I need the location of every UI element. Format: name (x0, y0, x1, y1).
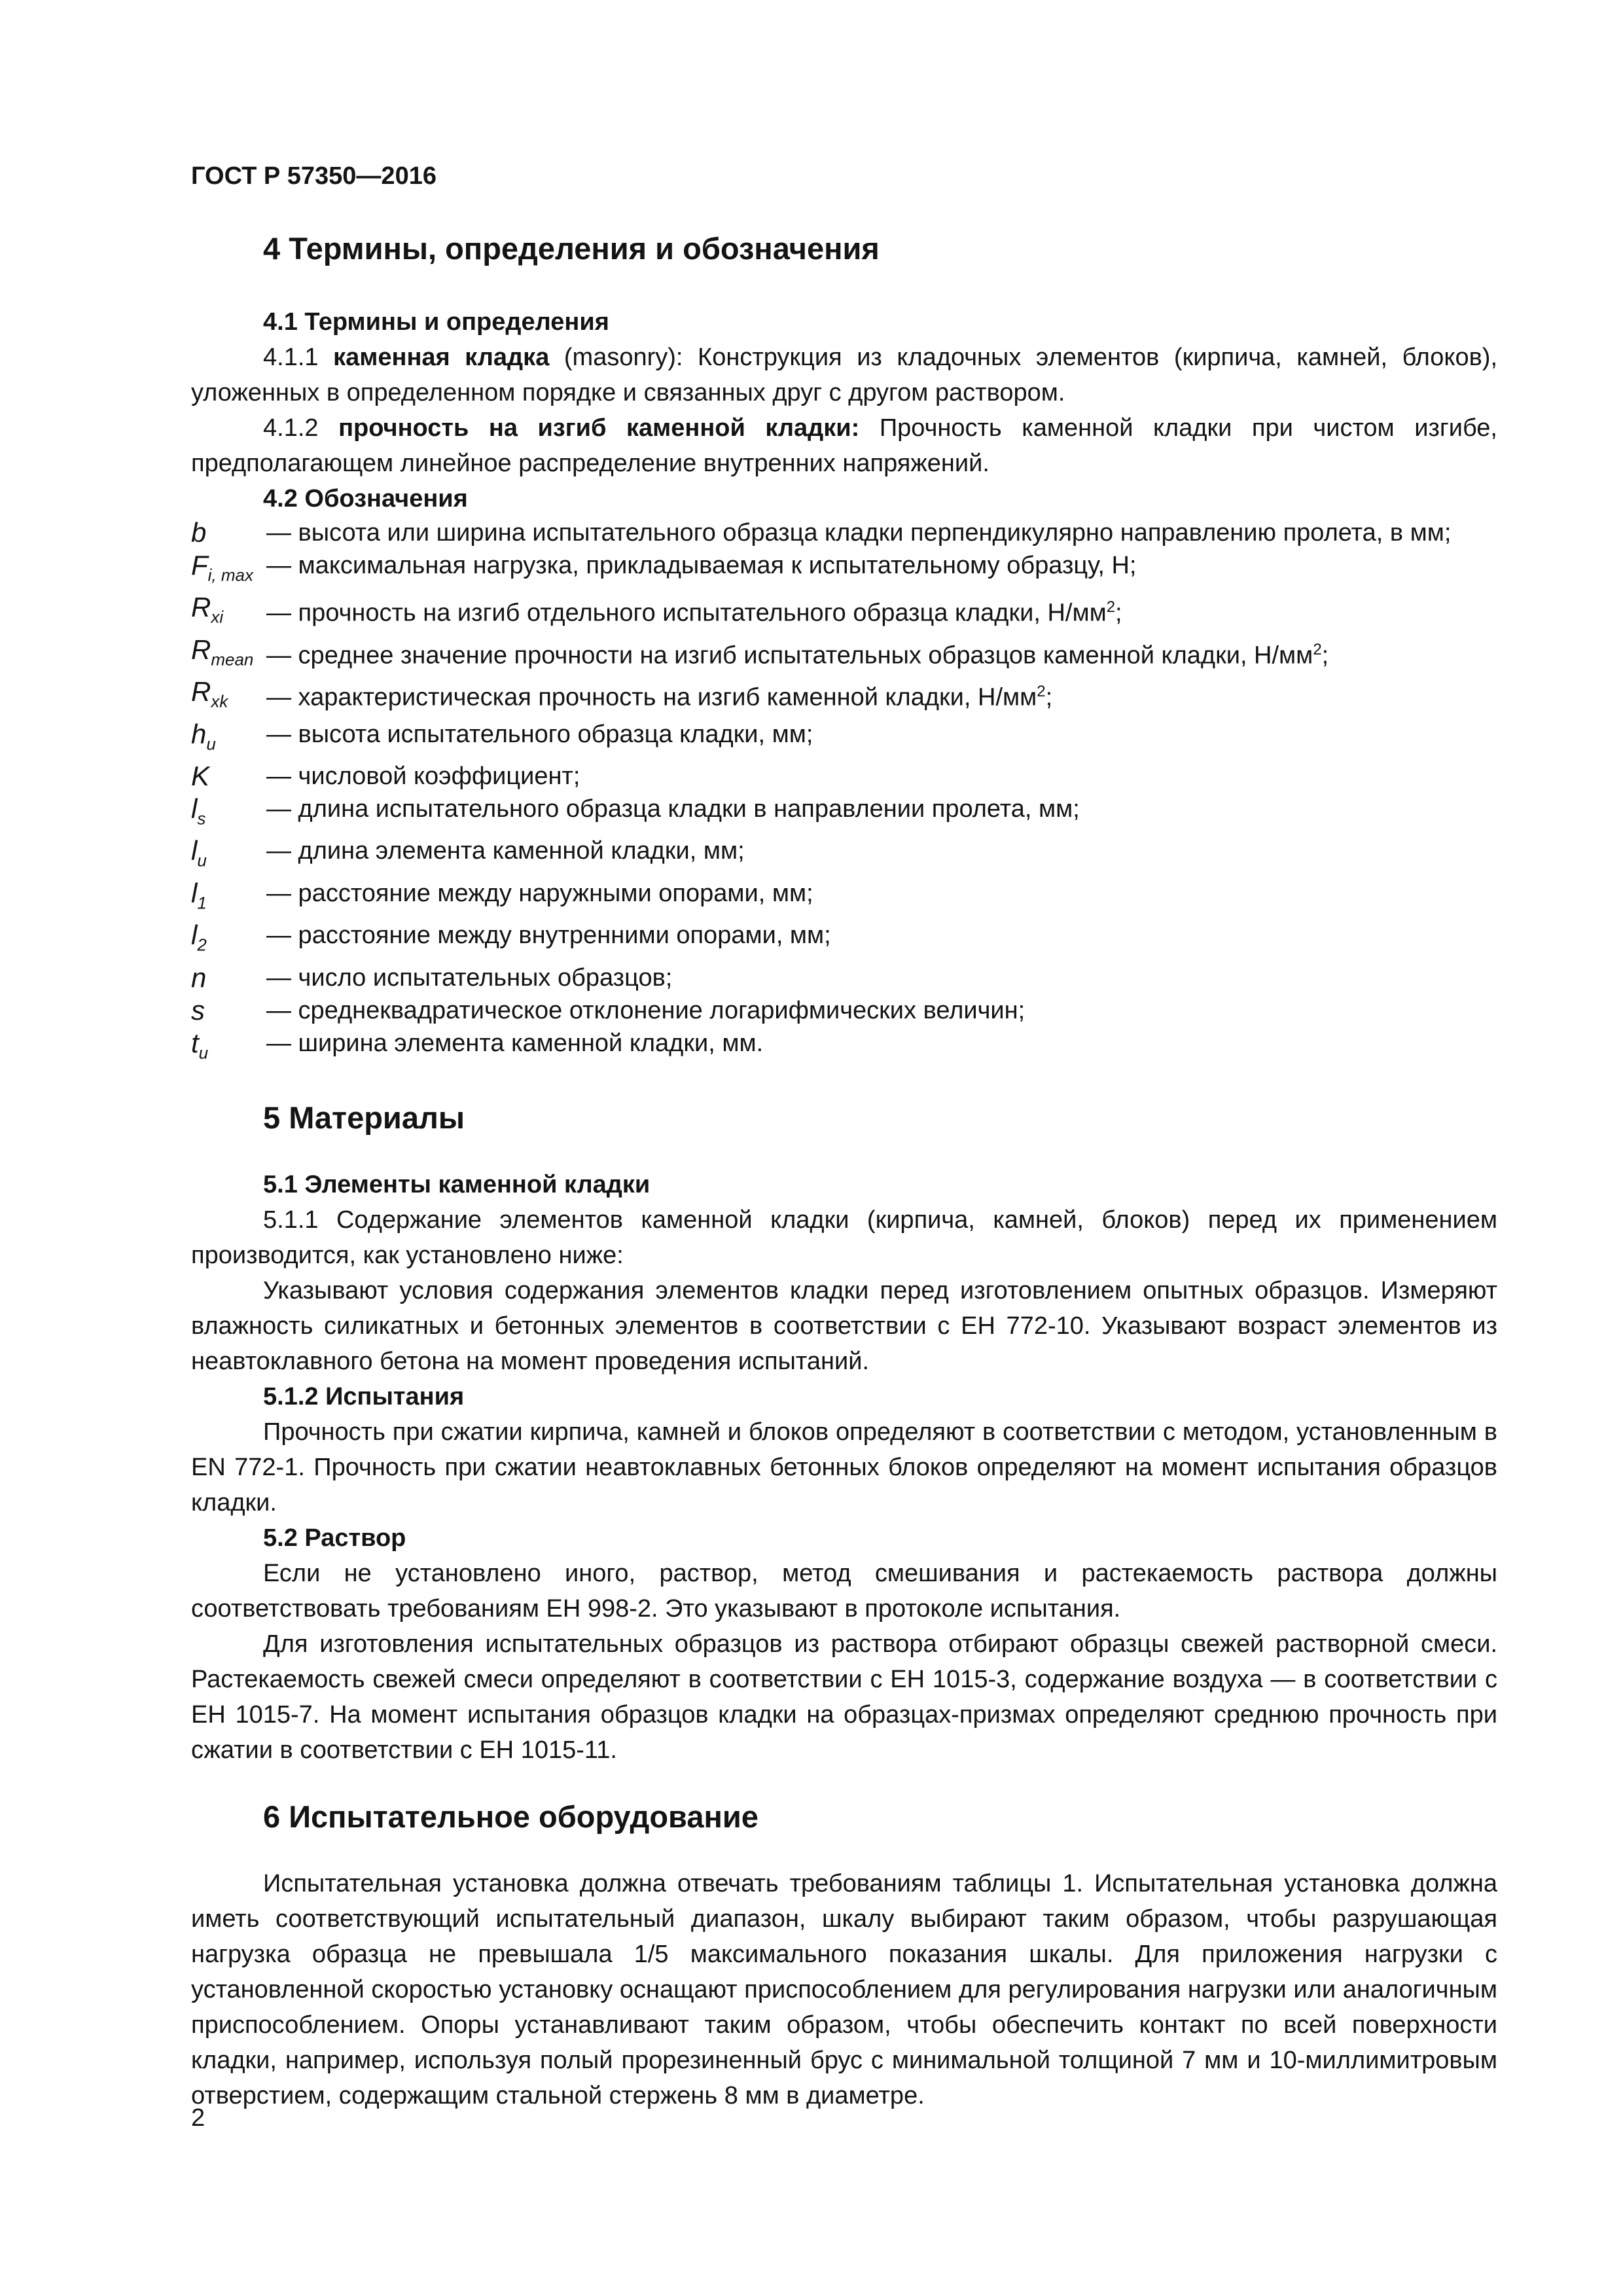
paragraph-5-2-b: Для изготовления испытательных образцов из раствора отбирают образцы свежей растворной смеси. Растекаемость свежей смеси определяют в соответствии с ЕН 1015-3, содержание воздуха — в соответствии с ЕН 1015-7. На момент испытания образцов кладки на образцах-призмах определяют среднюю прочность при сжатии в соответствии с ЕН 1015-11. (191, 1630, 1497, 1764)
symbol-subscript: 1 (197, 893, 207, 913)
term-4-1-2 (191, 410, 1497, 481)
symbol-text: — среднее значение прочности на изгиб испытательных образцов каменной кладки, Н/мм (266, 641, 1313, 670)
document-header: ГОСТ Р 57350—2016 (191, 162, 437, 190)
symbol-subscript: xk (211, 691, 228, 711)
term-name: каменная кладка (333, 344, 550, 371)
symbol (191, 718, 266, 760)
symbol-description (266, 877, 1497, 919)
symbol-description (266, 834, 1497, 876)
section-5-title: 5 Материалы (263, 1100, 465, 1135)
section-4-2-title: 4.2 Обозначения (263, 485, 468, 512)
symbol-subscript: xi (211, 607, 224, 627)
symbol-text: — ширина элемента каменной кладки, мм. (266, 1029, 764, 1057)
symbol-letter: R (191, 592, 211, 623)
symbol-description (266, 793, 1497, 834)
symbols-list (191, 516, 1497, 1069)
section-6-title: 6 Испытательное оборудование (263, 1799, 758, 1834)
symbol-subscript: mean (211, 649, 254, 670)
symbol-description (266, 919, 1497, 961)
symbol-text: — прочность на изгиб отдельного испытательного образца кладки, Н/мм (266, 600, 1107, 628)
symbol-description (266, 516, 1497, 549)
symbol-letter: t (191, 1027, 199, 1058)
symbol-description (266, 675, 1497, 717)
symbol-text: — расстояние между внутренними опорами, мм; (266, 922, 831, 950)
symbol-description (266, 760, 1497, 793)
symbol-row (191, 516, 1497, 549)
symbol (191, 675, 266, 717)
symbol-row (191, 919, 1497, 961)
section-4-title: 4 Термины, определения и обозначения (263, 231, 880, 266)
symbol-row (191, 961, 1497, 994)
document-body (191, 226, 1497, 2113)
symbol-row (191, 675, 1497, 717)
symbol-row (191, 549, 1497, 591)
page-number: 2 (191, 2104, 205, 2132)
symbol-letter: b (191, 517, 207, 548)
symbol-letter: l (191, 835, 198, 867)
symbol-letter: R (191, 676, 211, 708)
symbol-letter: K (191, 760, 210, 791)
symbol-letter: l (191, 793, 198, 824)
symbol-tail: ; (1115, 600, 1122, 628)
section-4-1-title: 4.1 Термины и определения (263, 308, 609, 336)
symbol (191, 877, 266, 919)
section-5-2-title: 5.2 Раствор (263, 1524, 406, 1552)
symbol-subscript: 2 (197, 935, 207, 955)
term-definition: Прочность каменной кладки при чистом изгибе, предполагающем линейное распределение внутренних напряжений. (191, 414, 1497, 477)
term-name: прочность на изгиб каменной кладки: (338, 414, 860, 442)
symbol-subscript: u (198, 1042, 209, 1062)
symbol (191, 634, 266, 675)
symbol-description (266, 591, 1497, 633)
symbol-row (191, 793, 1497, 834)
symbol-text: — расстояние между наружными опорами, мм; (266, 879, 813, 907)
symbol-subscript: s (197, 808, 206, 829)
term-number: 4.1.1 (263, 344, 334, 371)
symbol-row (191, 1027, 1497, 1069)
symbol-text: — числовой коэффициент; (266, 762, 580, 790)
symbol-description (266, 961, 1497, 994)
symbol-text: — характеристическая прочность на изгиб каменной кладки, Н/мм (266, 683, 1037, 711)
symbol-description (266, 718, 1497, 760)
symbol-text: — число испытательных образцов; (266, 963, 673, 992)
term-number: 4.1.2 (263, 414, 339, 442)
symbol-text: — высота или ширина испытательного образца кладки перпендикулярно направлению пролета, в мм; (266, 519, 1452, 547)
symbol (191, 793, 266, 834)
symbol-text: — длина испытательного образца кладки в направлении пролета, мм; (266, 795, 1080, 823)
section-5-1-2-title: 5.1.2 Испытания (263, 1382, 465, 1410)
paragraph-6: Испытательная установка должна отвечать требованиям таблицы 1. Испытательная установка должна иметь соответствующий испытательный диапазон, шкалу выбирают таким образом, чтобы разрушающая нагрузка образца не превышала 1/5 максимального показания шкалы. Для приложения нагрузки с установленной скоростью установку оснащают приспособлением для регулирования нагрузки или аналогичным приспособлением. Опоры устанавливают таким образом, чтобы обеспечить контакт по всей поверхности кладки, например, используя полый прорезиненный брус с минимальной толщиной 7 мм и 10-миллимитровым отверстием, содержащим стальной стержень 8 мм в диаметре. (191, 1869, 1497, 2109)
section-5-1-title: 5.1 Элементы каменной кладки (263, 1170, 651, 1198)
symbol-description (266, 634, 1497, 675)
symbol-row (191, 760, 1497, 793)
symbol-description (266, 1027, 1497, 1069)
symbol-description (266, 549, 1497, 591)
symbol-row (191, 877, 1497, 919)
symbol (191, 549, 266, 591)
symbol (191, 591, 266, 633)
symbol-letter: l (191, 877, 198, 908)
symbol-text: — среднеквадратическое отклонение логарифмических величин; (266, 996, 1026, 1024)
symbol-letter: R (191, 634, 211, 665)
symbol-text: — высота испытательного образца кладки, мм; (266, 720, 813, 748)
symbol-row (191, 834, 1497, 876)
symbol-row (191, 634, 1497, 675)
symbol (191, 516, 266, 549)
symbol-tail: ; (1045, 683, 1053, 711)
paragraph-5-1-2: Прочность при сжатии кирпича, камней и блоков определяют в соответствии с методом, установленным в EN 772-1. Прочность при сжатии неавтоклавных бетонных блоков определяют на момент испытания образцов кладки. (191, 1418, 1497, 1516)
symbol-subscript: u (206, 733, 216, 753)
symbol-row (191, 994, 1497, 1027)
unit-exponent: 2 (1037, 683, 1046, 701)
symbol (191, 1027, 266, 1069)
symbol-letter: n (191, 961, 207, 993)
paragraph-5-1-1: 5.1.1 Содержание элементов каменной кладки (кирпича, камней, блоков) перед их применением производится, как установлено ниже: (191, 1206, 1497, 1269)
term-4-1-1 (191, 340, 1497, 410)
symbol-letter: F (191, 550, 208, 581)
symbol-subscript: i, max (207, 565, 253, 585)
symbol (191, 834, 266, 876)
symbol-row (191, 718, 1497, 760)
term-definition: (masonry): Конструкция из кладочных элементов (кирпича, камней, блоков), уложенных в определенном порядке и связанных друг с другом раствором. (191, 344, 1497, 406)
symbol (191, 760, 266, 793)
symbol-text: — длина элемента каменной кладки, мм; (266, 837, 745, 865)
symbol-description (266, 994, 1497, 1027)
unit-exponent: 2 (1313, 640, 1322, 658)
paragraph-5-2-a: Если не установлено иного, раствор, метод смешивания и растекаемость раствора должны соответствовать требованиям ЕН 998-2. Это указывают в протоколе испытания. (191, 1559, 1497, 1623)
symbol-row (191, 591, 1497, 633)
symbol-text: — максимальная нагрузка, прикладываемая к испытательному образцу, Н; (266, 552, 1137, 579)
symbol-tail: ; (1321, 641, 1329, 670)
symbol-letter: l (191, 920, 198, 951)
paragraph-5-1-1-b: Указывают условия содержания элементов кладки перед изготовлением опытных образцов. Измеряют влажность силикатных и бетонных элементов в соответствии с ЕН 772-10. Указывают возраст элементов из неавтоклавного бетона на момент проведения испытаний. (191, 1276, 1497, 1375)
symbol-subscript: u (197, 850, 207, 870)
symbol (191, 961, 266, 994)
symbol-letter: s (191, 994, 205, 1026)
symbol-letter: h (191, 718, 207, 749)
symbol (191, 919, 266, 961)
symbol (191, 994, 266, 1027)
unit-exponent: 2 (1106, 598, 1116, 617)
